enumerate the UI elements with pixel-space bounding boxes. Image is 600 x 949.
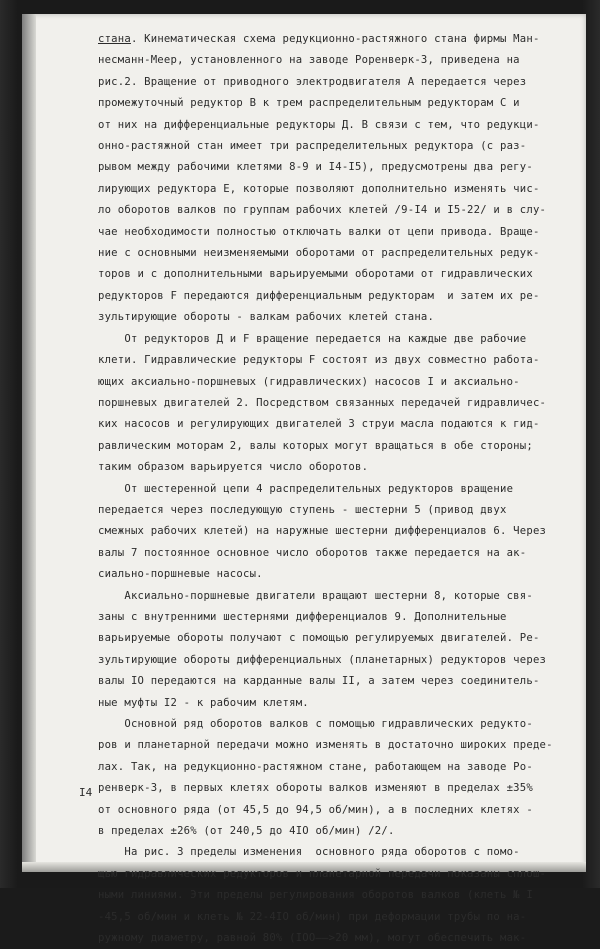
text-line: ров и планетарной передачи можно изменять в достаточно широких преде-	[98, 739, 553, 752]
text-line: ренверк-З, в первых клетях обороты валков изменяют в пределах ±35%	[98, 782, 533, 795]
text-line: От редукторов Д и F вращение передается на каждые две рабочие	[98, 332, 527, 345]
text-line: -45,5 об/мин и клеть № 22-4IO об/мин) при деформации трубы по на-	[98, 910, 527, 923]
text-line: лах. Так, на редукционно-растяжном стане, работающем на заводе Ро-	[98, 760, 533, 773]
text-line: клети. Гидравлические редукторы F состоят из двух совместно работа-	[98, 354, 540, 367]
text-line: лирующих редуктора Е, которые позволяют дополнительно изменять чис-	[98, 182, 540, 195]
page-left-edge	[22, 14, 36, 872]
text-line: чае необходимости полностью отключать валки от цепи привода. Враще-	[98, 225, 540, 238]
text-line: Аксиально-поршневые двигатели вращают шестерни 8, которые свя-	[98, 589, 533, 602]
page-number: I4	[79, 786, 93, 799]
text-line: равлическим моторам 2, валы которых могут вращаться в обе стороны;	[98, 439, 533, 452]
text-line: рис.2. Вращение от приводного электродвигателя А передается через	[98, 75, 527, 88]
text-line: поршневых двигателей 2. Посредством связанных передачей гидравличес-	[98, 396, 547, 409]
text-line: ными линиями. Эти пределы регулирования оборотов валков (клеть № I	[98, 889, 533, 902]
text-line: смежных рабочих клетей) на наружные шестерни дифференциалов 6. Через	[98, 525, 547, 538]
text-line: от основного ряда (от 45,5 до 94,5 об/мин), а в последних клетях -	[98, 803, 533, 816]
text-line: от них на дифференциальные редукторы Д. В связи с тем, что редукци-	[98, 118, 540, 131]
text-line: рывом между рабочими клетями 8-9 и I4-I5), предусмотрены два регу-	[98, 161, 533, 174]
text-line: Основной ряд оборотов валков с помощью гидравлических редукто-	[98, 718, 533, 730]
text-line: ло оборотов валков по группам рабочих клетей /9-I4 и I5-22/ и в слу-	[98, 204, 547, 217]
text-line: ких насосов и регулирующих двигателей З струи масла подаются к гид-	[98, 418, 540, 431]
text-line: онно-растяжной стан имеет три распределительных редуктора (с раз-	[98, 140, 527, 153]
text-line: ные муфты I2 - к рабочим клетям.	[98, 696, 309, 709]
text-line: варьируемые обороты получают с помощью регулируемых двигателей. Ре-	[98, 632, 540, 645]
text-line: заны с внутренними шестернями дифференциалов 9. Дополнительные	[98, 610, 507, 623]
text-line: передается через последующую ступень - шестерни 5 (привод двух	[98, 503, 507, 516]
text-line: таким образом варьируется число оборотов.	[98, 461, 369, 474]
text-line: ющих аксиально-поршневых (гидравлических) насосов I и аксиально-	[98, 375, 520, 388]
text-line: стана. Кинематическая схема редукционно-растяжного стана фирмы Ман-	[98, 33, 540, 45]
text-line: щью гидравлических редукторов и планетарной передачи показаны сплош-	[98, 867, 547, 880]
text-line: зультирующие обороты - валкам рабочих клетей стана.	[98, 311, 435, 324]
text-line: редукторов F передаются дифференциальным редукторам и затем их ре-	[98, 289, 540, 302]
text-line: сиально-поршневые насосы.	[98, 568, 263, 581]
underlined-word: стана	[98, 33, 131, 45]
text-line: ружному диаметру, равной 80% (IOO——>20 мм), могут обеспечить мак-	[98, 932, 527, 945]
text-line: От шестеренной цепи 4 распределительных редукторов вращение	[98, 482, 514, 495]
text-line: промежуточный редуктор В к трем распределительным редукторам С и	[98, 97, 520, 110]
text-line: валы 7 постоянное основное число оборотов также передается на ак-	[98, 546, 527, 559]
text-line: На рис. З пределы изменения основного ряда оборотов с помо-	[98, 846, 520, 859]
text-line: в пределах ±26% (от 240,5 до 4IO об/мин) /2/.	[98, 825, 395, 838]
text-line: ние с основными неизменяемыми оборотами от распределительных редук-	[98, 247, 540, 260]
text-line: валы IO передаются на карданные валы II, а затем через соединитель-	[98, 675, 540, 688]
body-text	[98, 29, 568, 949]
text-line: несманн-Меер, установленного на заводе Роренверк-З, приведена на	[98, 54, 520, 67]
text-line: зультирующие обороты дифференциальных (планетарных) редукторов через	[98, 653, 547, 666]
text-line: торов и с дополнительными варьируемыми оборотами от гидравлических	[98, 268, 533, 281]
